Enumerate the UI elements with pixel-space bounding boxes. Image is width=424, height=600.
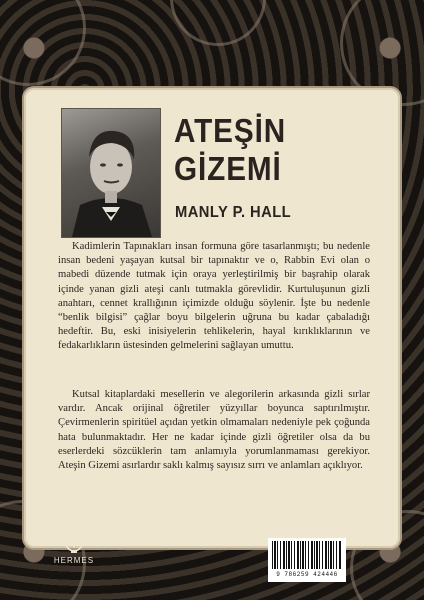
- parchment-panel: [24, 88, 400, 548]
- isbn-barcode: [268, 538, 346, 582]
- author-photo: [61, 108, 161, 238]
- book-title-line2: GİZEMİ: [174, 150, 282, 187]
- barcode-number: 9 786259 424446: [276, 571, 338, 578]
- blurb-paragraph-2: Kutsal kitaplardaki mesellerin ve alegorilerin arkasında gizli sırlar vardır. Ancak orijinal öğretiler yüzyıllar boyunca saptırılmıştır. Çevirmenlerin spiritüel açıdan yetkin olmamaları nedeniyle pek çoğunda hata bulunmaktadır. Her ne kadar içinde gizli öğretiler olsa da bu eserlerdeki sözcüklerin tam anlamıyla yorumlanmaması gerekiyor. Ateşin Gizemi asırlardır saklı kalmış sayısız sırrı ve anlamları açıklıyor.: [58, 389, 370, 472]
- blurb-paragraph-1: Kadimlerin Tapınakları insan formuna göre tasarlanmıştı; bu nedenle insan bedeni yaşayan kutsal bir tapınaktır ve o, Rabbin Evi olan o mabedi düzende tutmak için oraya yerleştirilmiş bir başrahip olarak içinde yanan gizli ateşi canlı tutmakla görevlidir. Kurtuluşunun gizli anahtarı, cennet krallığının içimizde olduğu söylenir. İşte bu nedenle “benlik bilgisi” çağlar boyu bilgelerin uğruna bu kadar çabaladığı hedeftir. Bu, eski inisiyelerin tehlikelerin, hayal kırıklıklarının ve fedakarlıkların üstesinden gelmelerini sağlayan umuttu.: [58, 241, 370, 352]
- book-title: [174, 112, 309, 188]
- author-name: MANLY P. HALL: [175, 204, 292, 221]
- barcode-bars: [272, 541, 342, 569]
- book-title-line1: ATEŞİN: [174, 112, 287, 149]
- publisher-name: HERMES: [53, 556, 95, 565]
- ornament-swirl: [0, 0, 86, 86]
- hermes-seal-icon: [62, 528, 86, 554]
- ornament-swirl: [170, 0, 266, 46]
- publisher-logo: [48, 528, 100, 565]
